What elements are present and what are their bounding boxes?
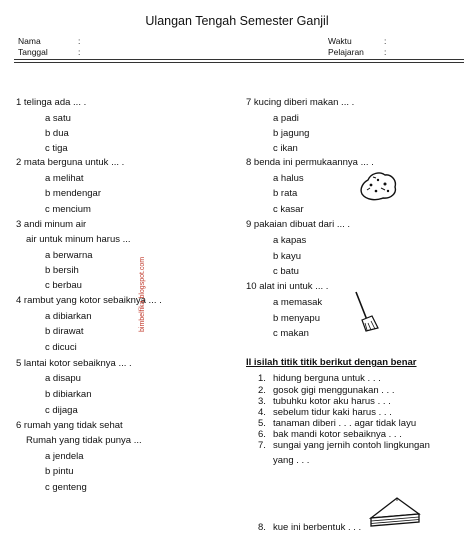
section-2-title: II isilah titik titik berikut dengan benar	[246, 357, 417, 368]
option: b mendengar	[45, 188, 101, 199]
fill-item: gosok gigi menggunakan . . .	[273, 385, 395, 396]
question-6: 6 rumah yang tidak sehat	[16, 420, 123, 431]
option: c dijaga	[45, 405, 78, 416]
option: a halus	[273, 173, 304, 184]
question-7: 7 kucing diberi makan ... .	[246, 97, 355, 108]
question-2: 2 mata berguna untuk ... .	[16, 157, 125, 168]
fill-item-number: 2.	[258, 385, 266, 396]
option: a kapas	[273, 235, 307, 246]
rock-icon	[358, 168, 398, 202]
tanggal-label: Tanggal	[18, 47, 48, 57]
option: a padi	[273, 113, 299, 124]
fill-item-number: 1.	[258, 373, 266, 384]
question-6-line-2: Rumah yang tidak punya ...	[26, 435, 142, 446]
fill-item: sungai yang jernih contoh lingkungan	[273, 440, 430, 451]
option: a jendela	[45, 451, 84, 462]
question-1: 1 telinga ada ... .	[16, 97, 87, 108]
option: b menyapu	[273, 313, 321, 324]
option: b pintu	[45, 466, 74, 477]
tanggal-colon: :	[78, 47, 81, 57]
fill-item-number: 4.	[258, 407, 266, 418]
question-8: 8 benda ini permukaannya ... .	[246, 157, 374, 168]
waktu-label: Waktu	[328, 36, 352, 46]
option: c ikan	[273, 143, 298, 154]
option: c tiga	[45, 143, 68, 154]
header-rule-top	[14, 59, 464, 60]
option: c mencium	[45, 204, 91, 215]
fill-item: tubuhku kotor aku harus . . .	[273, 396, 391, 407]
option: a memasak	[273, 297, 323, 308]
nama-colon: :	[78, 36, 81, 46]
option: b bersih	[45, 265, 79, 276]
option: c dicuci	[45, 342, 77, 353]
question-9: 9 pakaian dibuat dari ... .	[246, 219, 351, 230]
question-5: 5 lantai kotor sebaiknya ... .	[16, 358, 132, 369]
watermark: bimbelfika.blogspot.com	[139, 256, 146, 332]
option: b rata	[273, 188, 298, 199]
fill-item-7-continued: yang . . .	[273, 455, 310, 466]
option: b dirawat	[45, 326, 84, 337]
fill-item: bak mandi kotor sebaiknya . . .	[273, 429, 402, 440]
cake-slice-icon	[367, 496, 423, 530]
waktu-colon: :	[384, 36, 387, 46]
option: c batu	[273, 266, 299, 277]
question-4: 4 rambut yang kotor sebaiknya ... .	[16, 295, 162, 306]
page-title: Ulangan Tengah Semester Ganjil	[145, 14, 329, 28]
option: b jagung	[273, 128, 310, 139]
option: a melihat	[45, 173, 84, 184]
option: a disapu	[45, 373, 81, 384]
option: c genteng	[45, 482, 87, 493]
option: c berbau	[45, 280, 82, 291]
fill-item-number: 5.	[258, 418, 266, 429]
header-rule-bottom	[14, 62, 464, 63]
option: b dibiarkan	[45, 389, 92, 400]
fill-item-number: 7.	[258, 440, 266, 451]
question-10: 10 alat ini untuk ... .	[246, 281, 329, 292]
fill-item: tanaman diberi . . . agar tidak layu	[273, 418, 417, 429]
fill-item: sebelum tidur kaki harus . . .	[273, 407, 392, 418]
option: a satu	[45, 113, 71, 124]
option: b kayu	[273, 251, 301, 262]
question-3-line-2: air untuk minum harus ...	[26, 234, 131, 245]
option: a dibiarkan	[45, 311, 92, 322]
broom-icon	[350, 290, 380, 332]
option: c makan	[273, 328, 309, 339]
question-3: 3 andi minum air	[16, 219, 87, 230]
fill-item: hidung berguna untuk . . .	[273, 373, 381, 384]
nama-label: Nama	[18, 36, 41, 46]
fill-item-number: 3.	[258, 396, 266, 407]
fill-item-number: 6.	[258, 429, 266, 440]
fill-item: kue ini berbentuk . . .	[273, 522, 362, 533]
option: b dua	[45, 128, 69, 139]
option: a berwarna	[45, 250, 93, 261]
option: c kasar	[273, 204, 304, 215]
pelajaran-label: Pelajaran	[328, 47, 364, 57]
pelajaran-colon: :	[384, 47, 387, 57]
fill-item-number: 8.	[258, 522, 266, 533]
